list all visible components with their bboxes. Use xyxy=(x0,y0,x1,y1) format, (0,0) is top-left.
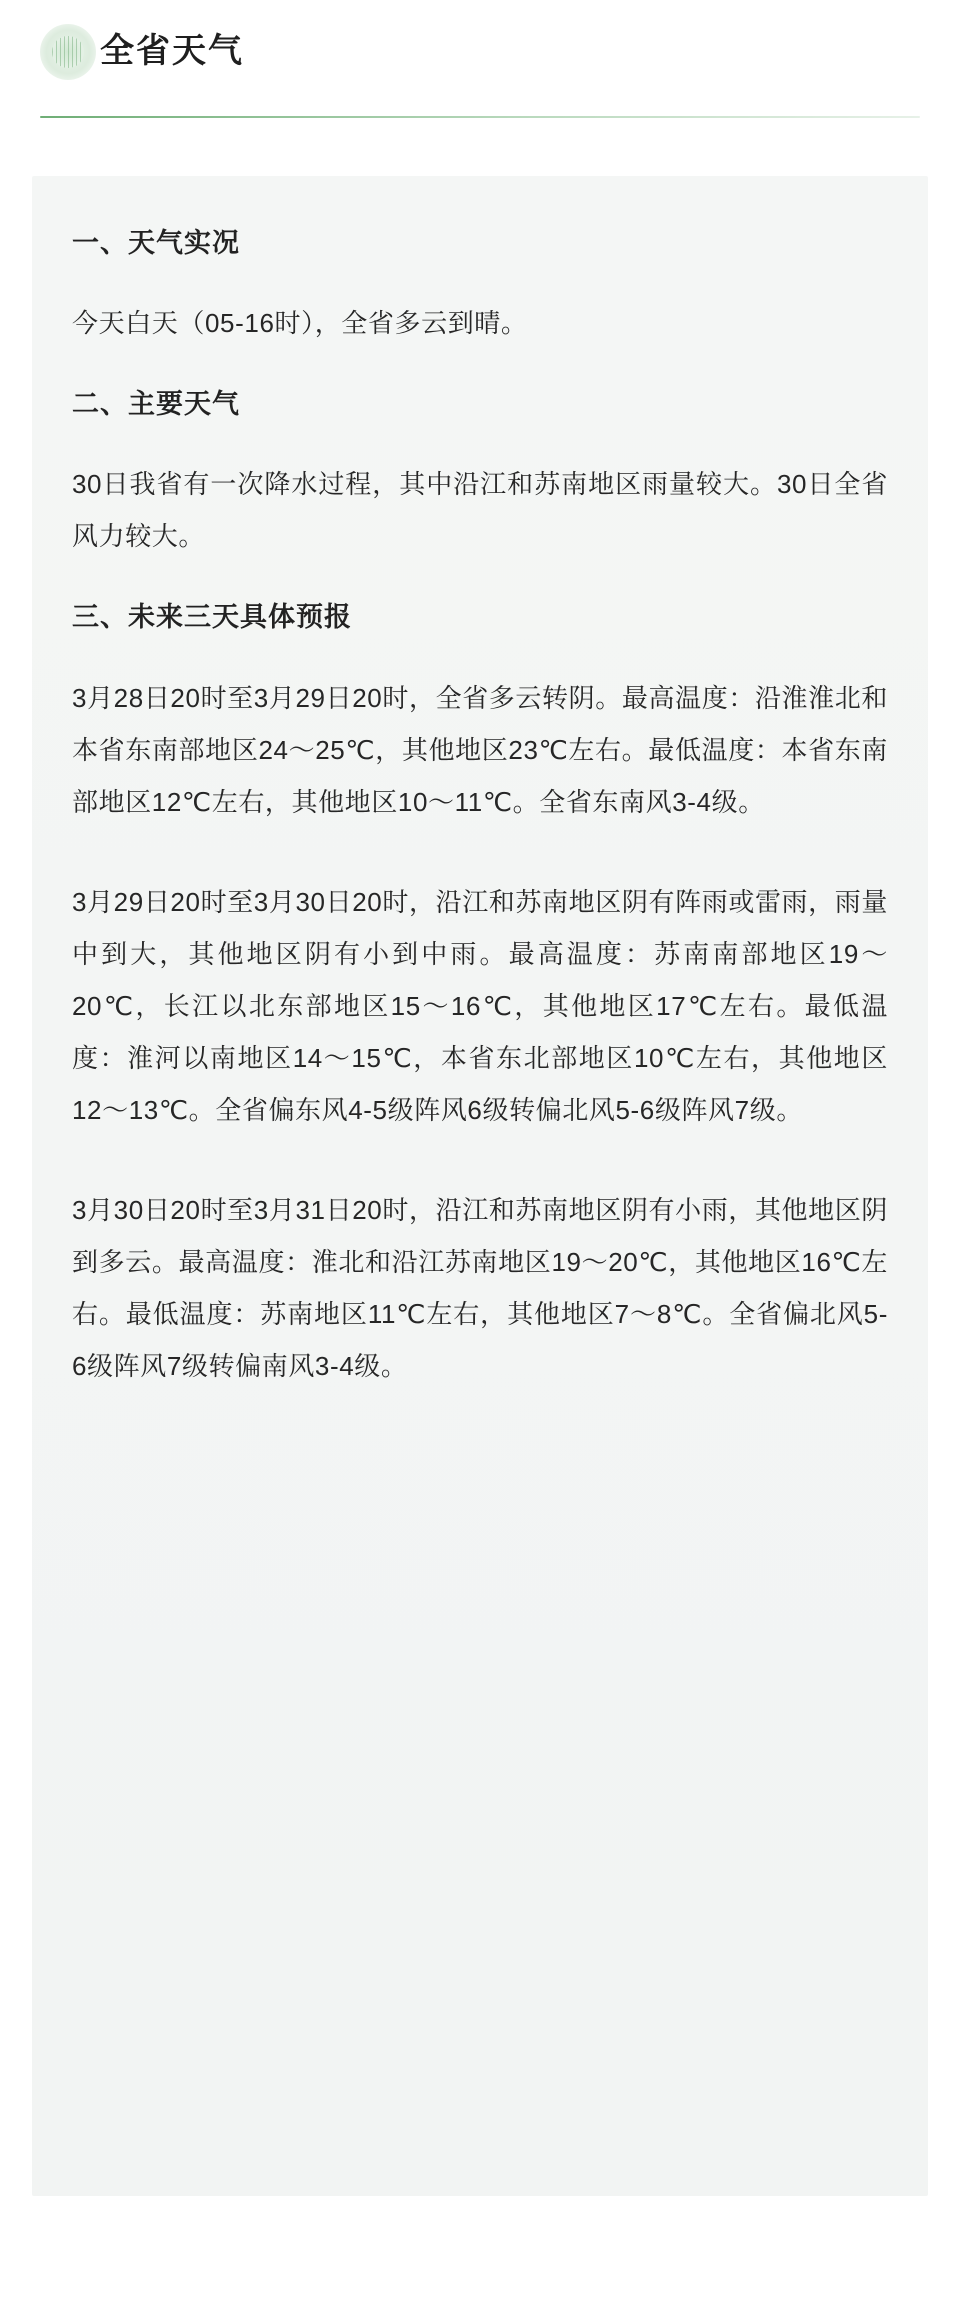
page-title: 全省天气 xyxy=(100,32,244,70)
section-heading-3: 三、未来三天具体预报 xyxy=(72,602,352,633)
paragraph-2: 30日我省有一次降水过程，其中沿江和苏南地区雨量较大。30日全省风力较大。 xyxy=(72,469,888,552)
section-heading-1: 一、天气实况 xyxy=(72,228,240,258)
page-header xyxy=(0,0,960,100)
header-divider xyxy=(40,116,920,118)
forecast-day-2: 3月29日20时至3月30日20时，沿江和苏南地区阴有阵雨或雷雨，雨量中到大，其他地区阴有小到中雨。最高温度：苏南南部地区19～20℃，长江以北东部地区15～16℃，其他地区17℃左右。最低温度：淮河以南地区14～15℃，本省东北部地区10℃左右，其他地区12～13℃。全省偏东风4-5级阵风6级转偏北风5-6级阵风7级。 xyxy=(72,886,888,1125)
fan-circle-icon xyxy=(40,24,96,80)
forecast-day-3: 3月30日20时至3月31日20时，沿江和苏南地区阴有小雨，其他地区阴到多云。最高温度：淮北和沿江苏南地区19～20℃，其他地区16℃左右。最低温度：苏南地区11℃左右，其他地区7～8℃。全省偏北风5-6级阵风7级转偏南风3-4级。 xyxy=(72,1194,888,1381)
forecast-day-1: 3月28日20时至3月29日20时，全省多云转阴。最高温度：沿淮淮北和本省东南部地区24～25℃，其他地区23℃左右。最低温度：本省东南部地区12℃左右，其他地区10～11℃。全省东南风3-4级。 xyxy=(72,682,888,817)
paragraph-1: 今天白天（05-16时），全省多云到晴。 xyxy=(72,308,528,339)
header-inner xyxy=(40,22,920,80)
article-card xyxy=(32,176,928,2196)
section-heading-2: 二、主要天气 xyxy=(72,389,240,420)
